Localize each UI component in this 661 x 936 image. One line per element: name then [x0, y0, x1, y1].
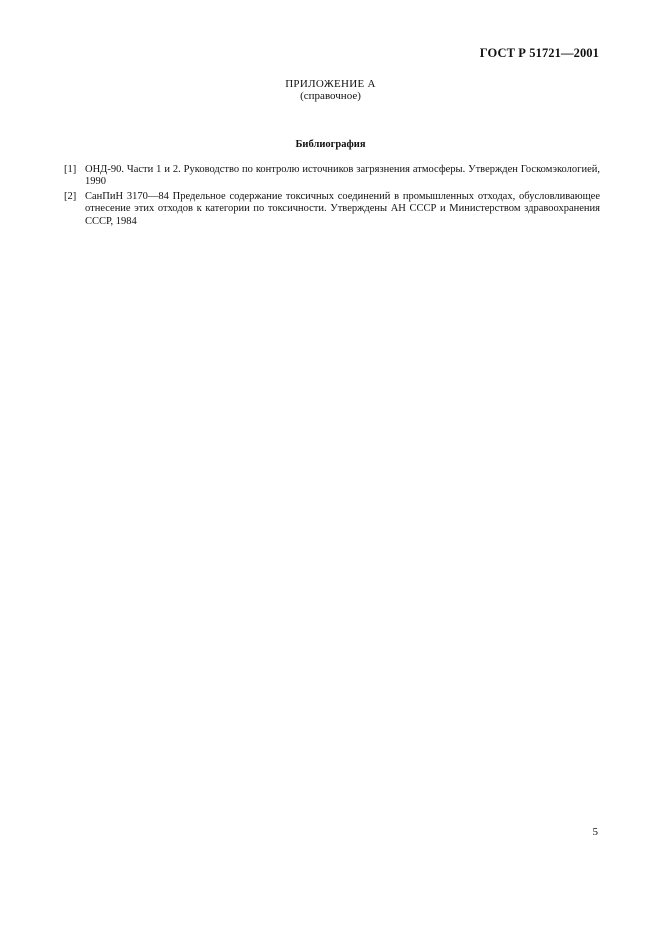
bibliography-item-number: [1] [64, 164, 77, 175]
bibliography-item [64, 164, 600, 189]
bibliography-item-text: ОНД-90. Части 1 и 2. Руководство по контролю источников загрязнения атмосферы. Утвержден Госкомэкологией, 1990 [85, 164, 600, 188]
bibliography-list [64, 164, 600, 230]
document-id: ГОСТ Р 51721—2001 [479, 46, 599, 60]
bibliography-title: Библиография [295, 139, 366, 150]
appendix-heading [0, 78, 661, 102]
bibliography-item-text: СанПиН 3170—84 Предельное содержание токсичных соединений в промышленных отходах, обусловливающее отнесение этих отходов к категории по токсичности. Утверждены АН СССР и Министерством здравоохранения СССР, 1984 [85, 190, 600, 227]
appendix-subtitle: (справочное) [300, 90, 361, 102]
bibliography-item-number: [2] [64, 190, 77, 202]
appendix-title: ПРИЛОЖЕНИЕ А [285, 78, 376, 90]
bibliography-item [64, 191, 600, 228]
page-number: 5 [592, 826, 598, 838]
